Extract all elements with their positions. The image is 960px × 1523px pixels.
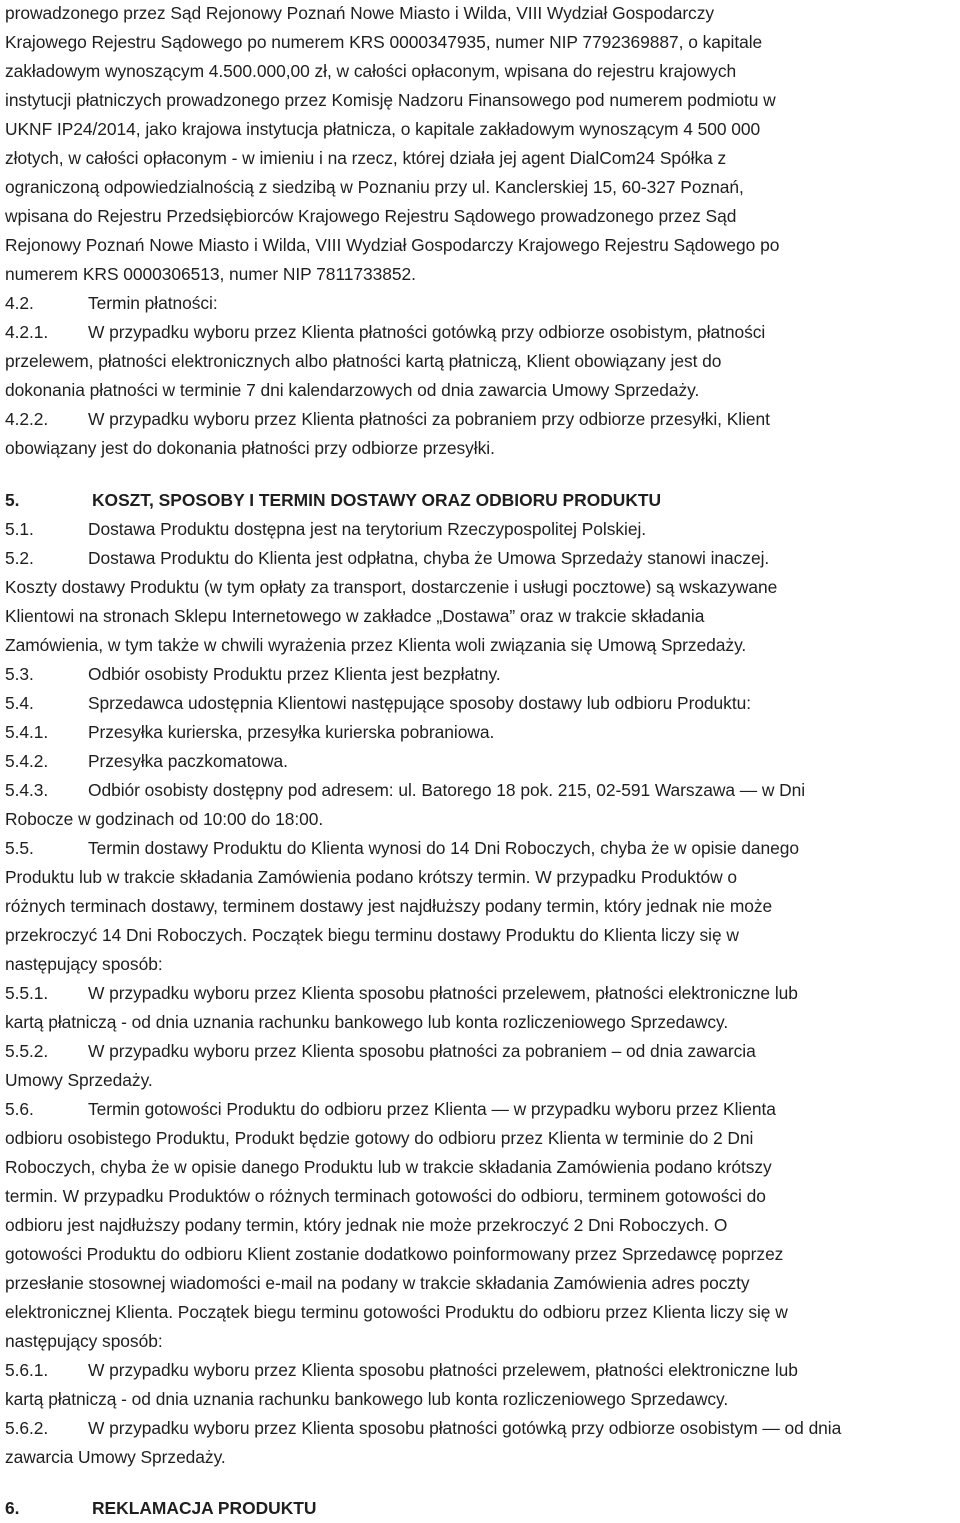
heading-number: 5. [5, 490, 20, 510]
section-number: 5.6.1. [5, 1360, 49, 1380]
section-5-6-1 [5, 1356, 960, 1414]
section-5-3 [5, 660, 960, 689]
section-number: 5.5.1. [5, 983, 49, 1003]
section-number: 5.6.2. [5, 1418, 49, 1438]
section-number: 5.4.2. [5, 751, 49, 771]
section-number: 5.5. [5, 838, 34, 858]
text-line: przesłanie stosownej wiadomości e-mail na podany w trakcie składania Zamówienia adres poczty [5, 1273, 750, 1293]
heading-number: 6. [5, 1498, 20, 1518]
spacer [5, 463, 960, 486]
text-line: zakładowym wynoszącym 4.500.000,00 zł, w całości opłaconym, wpisana do rejestru krajowych [5, 61, 737, 81]
heading-section-6 [5, 1494, 960, 1523]
section-5-5-2 [5, 1037, 960, 1095]
text-line: Robocze w godzinach od 10:00 do 18:00. [5, 809, 324, 829]
section-5-4-2 [5, 747, 960, 776]
text-line: Produktu lub w trakcie składania Zamówienia podano krótszy termin. W przypadku Produktów o [5, 867, 738, 887]
text-line: zawarcia Umowy Sprzedaży. [5, 1447, 226, 1467]
section-text: W przypadku wyboru przez Klienta płatności za pobraniem przy odbiorze przesyłki, Klient [88, 409, 770, 429]
text-line: wpisana do Rejestru Przedsiębiorców Krajowego Rejestru Sądowego prowadzonego przez Sąd [5, 206, 737, 226]
text-line: następujący sposób: [5, 954, 163, 974]
text-line: różnych terminach dostawy, terminem dostawy jest najdłuższy podany termin, który jednak nie może [5, 896, 773, 916]
section-number: 5.4. [5, 693, 34, 713]
text-line: następujący sposób: [5, 1331, 163, 1351]
section-5-1 [5, 515, 960, 544]
text-line: Roboczych, chyba że w opisie danego Produktu lub w trakcie składania Zamówienia podano krótszy [5, 1157, 772, 1177]
section-5-6 [5, 1095, 960, 1356]
text-line: obowiązany jest do dokonania płatności przy odbiorze przesyłki. [5, 438, 495, 458]
section-text: Przesyłka kurierska, przesyłka kurierska pobraniowa. [88, 722, 495, 742]
section-5-4-3 [5, 776, 960, 834]
section-text: W przypadku wyboru przez Klienta sposobu płatności gotówką przy odbiorze osobistym — od dnia [88, 1418, 842, 1438]
section-4-2-2 [5, 405, 960, 463]
heading-title: KOSZT, SPOSOBY I TERMIN DOSTAWY ORAZ ODBIORU PRODUKTU [92, 490, 662, 510]
text-line: przelewem, płatności elektronicznych albo płatności kartą płatniczą, Klient obowiązany jest do [5, 351, 722, 371]
text-line: Zamówienia, w tym także w chwili wyrażenia przez Klienta woli związania się Umową Sprzedaży. [5, 635, 747, 655]
text-line: prowadzonego przez Sąd Rejonowy Poznań Nowe Miasto i Wilda, VIII Wydział Gospodarczy [5, 3, 714, 23]
text-line: gotowości Produktu do odbioru Klient zostanie dodatkowo poinformowany przez Sprzedawcę poprzez [5, 1244, 784, 1264]
section-number: 5.4.3. [5, 780, 49, 800]
section-text: W przypadku wyboru przez Klienta sposobu płatności za pobraniem – od dnia zawarcia [88, 1041, 756, 1061]
section-number: 5.6. [5, 1099, 34, 1119]
text-line: UKNF IP24/2014, jako krajowa instytucja płatnicza, o kapitale zakładowym wynoszącym 4 500 000 [5, 119, 761, 139]
section-5-5 [5, 834, 960, 979]
section-number: 4.2.1. [5, 322, 49, 342]
text-line: termin. W przypadku Produktów o różnych terminach gotowości do odbioru, terminem gotowości do [5, 1186, 766, 1206]
section-text: Termin gotowości Produktu do odbioru przez Klienta — w przypadku wyboru przez Klienta [88, 1099, 776, 1119]
section-text: Odbiór osobisty Produktu przez Klienta jest bezpłatny. [88, 664, 501, 684]
section-text: Termin dostawy Produktu do Klienta wynosi do 14 Dni Roboczych, chyba że w opisie danego [88, 838, 799, 858]
section-4-2-1 [5, 318, 960, 405]
text-line: elektronicznej Klienta. Początek biegu terminu gotowości Produktu do odbioru przez Klienta liczy się w [5, 1302, 788, 1322]
text-line: Rejonowy Poznań Nowe Miasto i Wilda, VIII Wydział Gospodarczy Krajowego Rejestru Sądowego po [5, 235, 780, 255]
section-title: Termin płatności: [88, 293, 218, 313]
section-text: Dostawa Produktu do Klienta jest odpłatna, chyba że Umowa Sprzedaży stanowi inaczej. [88, 548, 770, 568]
text-line: odbioru osobistego Produktu, Produkt będzie gotowy do odbioru przez Klienta w terminie do 2 Dni [5, 1128, 754, 1148]
section-5-2 [5, 544, 960, 660]
text-line: numerem KRS 0000306513, numer NIP 7811733852. [5, 264, 416, 284]
spacer [5, 1472, 960, 1494]
section-text: W przypadku wyboru przez Klienta sposobu płatności przelewem, płatności elektroniczne lub [88, 1360, 798, 1380]
section-text: Sprzedawca udostępnia Klientowi następujące sposoby dostawy lub odbioru Produktu: [88, 693, 752, 713]
section-number: 5.2. [5, 548, 34, 568]
text-line: Umowy Sprzedaży. [5, 1070, 153, 1090]
text-line: odbioru jest najdłuższy podany termin, który jednak nie może przekroczyć 2 Dni Roboczych. O [5, 1215, 728, 1235]
section-text: W przypadku wyboru przez Klienta sposobu płatności przelewem, płatności elektroniczne lub [88, 983, 798, 1003]
text-line: kartą płatniczą - od dnia uznania rachunku bankowego lub konta rozliczeniowego Sprzedawcy. [5, 1012, 729, 1032]
section-text: Przesyłka paczkomatowa. [88, 751, 288, 771]
section-5-5-1 [5, 979, 960, 1037]
section-text: Dostawa Produktu dostępna jest na terytorium Rzeczypospolitej Polskiej. [88, 519, 647, 539]
text-line: Koszty dostawy Produktu (w tym opłaty za transport, dostarczenie i usługi pocztowe) są wskazywane [5, 577, 778, 597]
text-line: dokonania płatności w terminie 7 dni kalendarzowych od dnia zawarcia Umowy Sprzedaży. [5, 380, 700, 400]
section-5-4-1 [5, 718, 960, 747]
section-number: 4.2.2. [5, 409, 49, 429]
section-4-2 [5, 289, 960, 318]
text-line: kartą płatniczą - od dnia uznania rachunku bankowego lub konta rozliczeniowego Sprzedawcy. [5, 1389, 729, 1409]
text-line: Krajowego Rejestru Sądowego po numerem KRS 0000347935, numer NIP 7792369887, o kapitale [5, 32, 763, 52]
section-number: 4.2. [5, 293, 34, 313]
section-number: 5.1. [5, 519, 34, 539]
section-number: 5.5.2. [5, 1041, 49, 1061]
section-number: 5.3. [5, 664, 34, 684]
section-text: W przypadku wyboru przez Klienta płatności gotówką przy odbiorze osobistym, płatności [88, 322, 766, 342]
section-5-6-2 [5, 1414, 960, 1472]
text-line: przekroczyć 14 Dni Roboczych. Początek biegu terminu dostawy Produktu do Klienta liczy się w [5, 925, 739, 945]
section-5-4 [5, 689, 960, 718]
section-text: Odbiór osobisty dostępny pod adresem: ul. Batorego 18 pok. 215, 02-591 Warszawa — w Dni [88, 780, 806, 800]
text-line: złotych, w całości opłaconym - w imieniu i na rzecz, której działa jej agent DialCom24 Spółka z [5, 148, 727, 168]
intro-paragraph [5, 0, 960, 289]
heading-section-5 [5, 486, 960, 515]
section-number: 5.4.1. [5, 722, 49, 742]
heading-title: REKLAMACJA PRODUKTU [92, 1498, 317, 1518]
text-line: instytucji płatniczych prowadzonego przez Komisję Nadzoru Finansowego pod numerem podmiotu w [5, 90, 776, 110]
text-line: ograniczoną odpowiedzialnością z siedzibą w Poznaniu przy ul. Kanclerskiej 15, 60-327 Poznań, [5, 177, 744, 197]
text-line: Klientowi na stronach Sklepu Internetowego w zakładce „Dostawa” oraz w trakcie składania [5, 606, 705, 626]
